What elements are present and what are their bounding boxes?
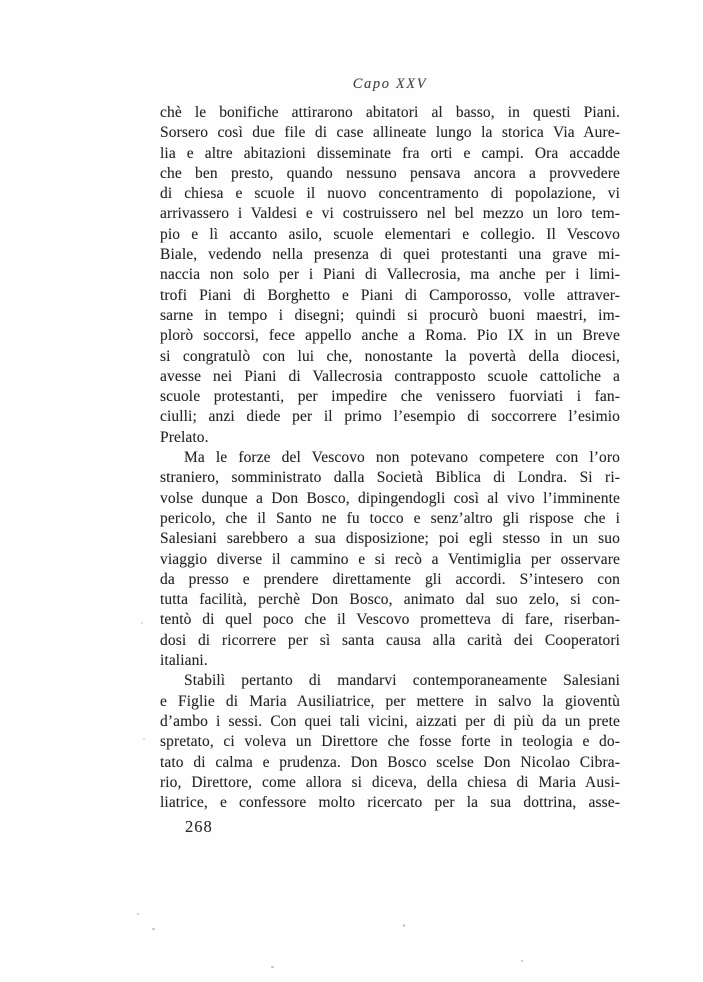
text-line: pio e lì accanto asilo, scuole elementari e collegio. Il Vescovo: [160, 225, 620, 243]
text-line: e Figlie di Maria Ausiliatrice, per mettere in salvo la gioventù: [160, 692, 620, 710]
text-line: lia e altre abitazioni disseminate fra orti e campi. Ora accadde: [160, 144, 620, 162]
text-line: chè le bonifiche attirarono abitatori al basso, in questi Piani.: [160, 104, 620, 121]
text-line: spretato, ci voleva un Direttore che fosse forte in teologia e do-: [160, 733, 620, 751]
text-line: Stabilì pertanto di mandarvi contemporaneamente Salesiani: [184, 672, 620, 690]
scan-speck: [143, 738, 145, 740]
scan-speck: [271, 966, 274, 968]
text-line: che ben presto, quando nessuno pensava ancora a provvedere: [160, 164, 620, 182]
text-line: da presso e prendere direttamente gli accordi. S’intesero con: [160, 570, 620, 588]
text-line: Salesiani sarebbero a sua disposizione; poi egli stesso in un suo: [160, 530, 620, 548]
text-line: ciulli; anzi diede per il primo l’esempio di soccorrere l’esimio: [160, 408, 620, 426]
page-number: 268: [185, 817, 213, 836]
text-line: pericolo, che il Santo ne fu tocco e senz’altro gli rispose che i: [160, 509, 620, 527]
text-line: dosi di ricorrere per sì santa causa alla carità dei Cooperatori: [160, 631, 620, 649]
scan-speck: [403, 924, 405, 927]
scan-speck: [137, 913, 139, 915]
text-line: viaggio diverse il cammino e si recò a Ventimiglia per osservare: [160, 550, 620, 568]
text-line: avesse nei Piani di Vallecrosia contrapposto scuole cattoliche a: [160, 367, 620, 385]
scan-speck: [521, 960, 523, 962]
text-line: tentò di quel poco che il Vescovo prometteva di fare, riserban-: [160, 611, 620, 629]
text-line: liatrice, e confessore molto ricercato per la sua dottrina, asse-: [160, 794, 620, 812]
body-text-block: [160, 103, 620, 813]
text-line: arrivassero i Valdesi e vi costruissero nel bel mezzo un loro tem-: [160, 205, 620, 223]
text-line: naccia non solo per i Piani di Vallecrosia, ma anche per i limi-: [160, 266, 620, 284]
text-line: d’ambo i sessi. Con quei tali vicini, aizzati per di più da un prete: [160, 712, 620, 730]
text-line: di chiesa e scuole il nuovo concentramento di popolazione, vi: [160, 185, 620, 203]
text-line: sarne in tempo i disegni; quindi si procurò buoni maestri, im-: [160, 306, 620, 324]
text-line: plorò soccorsi, fece appello anche a Roma. Pio IX in un Breve: [160, 327, 620, 345]
text-line: Biale, vedendo nella presenza di quei protestanti una grave mi-: [160, 246, 620, 264]
text-line: trofi Piani di Borghetto e Piani di Camporosso, volle attraver-: [160, 286, 620, 304]
text-line: italiani.: [160, 652, 208, 670]
scan-speck: [152, 928, 155, 930]
text-line: straniero, somministrato dalla Società Biblica di Londra. Si ri-: [160, 469, 620, 487]
text-line: volse dunque a Don Bosco, dipingendogli così al vivo l’imminente: [160, 489, 620, 507]
text-line: Ma le forze del Vescovo non potevano competere con l’oro: [184, 449, 620, 467]
text-line: rio, Direttore, come allora si diceva, della chiesa di Maria Ausi-: [160, 773, 620, 791]
text-line: Sorsero così due file di case allineate lungo la storica Via Aure-: [160, 124, 620, 142]
text-line: si congratulò con lui che, nonostante la povertà della diocesi,: [160, 347, 620, 365]
text-line: tutta facilità, perchè Don Bosco, animato dal suo zelo, si con-: [160, 591, 620, 609]
text-line: scuole protestanti, per impedire che venissero fuorviati i fan-: [160, 388, 620, 406]
text-line: tato di calma e prudenza. Don Bosco scelse Don Nicolao Cibra-: [160, 753, 620, 771]
scan-speck: [141, 622, 143, 624]
chapter-running-head: Capo XXV: [352, 76, 428, 92]
text-line: Prelato.: [160, 428, 209, 446]
